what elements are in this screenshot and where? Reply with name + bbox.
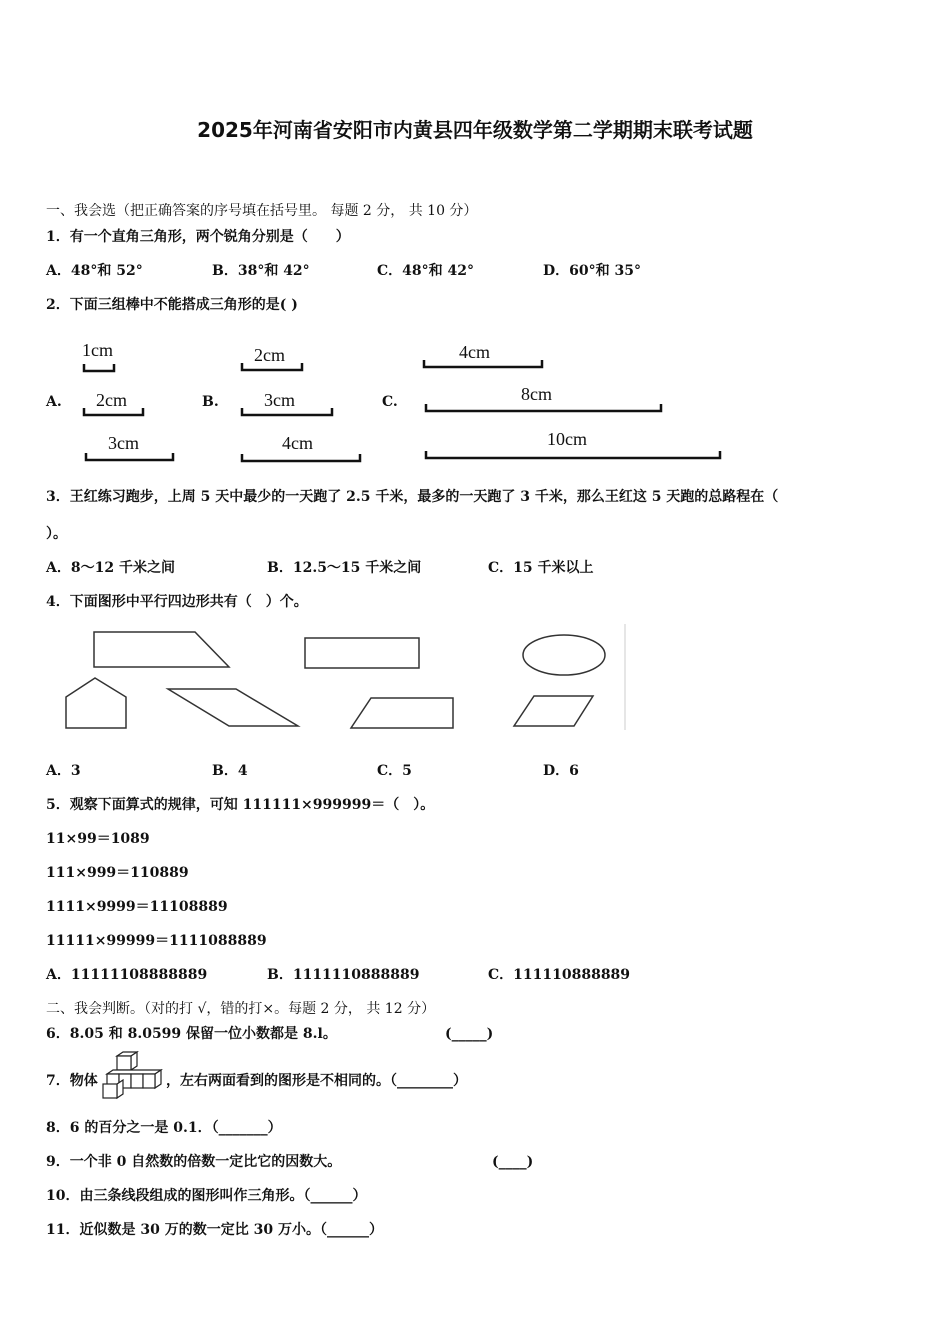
q1-option-b[interactable]: B．38°和 42° [212, 263, 310, 279]
q7-suffix: ，左右两面看到的图形是不相同的。（________） [166, 1073, 467, 1089]
q4-stem: 4．下面图形中平行四边形共有（ ）个。 [46, 594, 308, 610]
quadrilateral-shape [351, 698, 453, 728]
q1-stem: 1．有一个直角三角形，两个锐角分别是（ ） [46, 229, 350, 245]
q4-option-c[interactable]: C．5 [377, 763, 412, 779]
stick-b-2-label: 3cm [264, 390, 295, 410]
q3-option-b[interactable]: B．12.5～15 千米之间 [267, 560, 422, 576]
stick-b-1-label: 2cm [254, 345, 285, 365]
q11-text: 11．近似数是 30 万的数一定比 30 万小。（______） [46, 1222, 383, 1238]
stick-a-3-label: 3cm [108, 433, 139, 453]
q9-text: 9．一个非 0 自然数的倍数一定比它的因数大。 [46, 1154, 342, 1170]
q5-line-4: 11111×99999＝1111088889 [46, 933, 267, 949]
q2-label-c[interactable]: C. [382, 394, 398, 410]
q5-line-3: 1111×9999＝11108889 [46, 899, 228, 915]
q2-stem: 2．下面三组棒中不能搭成三角形的是( ) [46, 297, 298, 313]
stick-c-3-label: 10cm [547, 429, 587, 449]
q5-line-2: 111×999＝110889 [46, 865, 189, 881]
ellipse-shape [523, 635, 605, 675]
stick-c-2-label: 8cm [521, 384, 552, 404]
page-title: 2025年河南省安阳市内黄县四年级数学第二学期期末联考试题 [197, 118, 753, 142]
stick-a-1-label: 1cm [82, 340, 113, 360]
q6-text: 6．8.05 和 8.0599 保留一位小数都是 8.l。 [46, 1026, 337, 1042]
trapezoid-shape [94, 632, 229, 667]
q4-option-a[interactable]: A．3 [46, 763, 81, 779]
q5-option-c[interactable]: C．111110888889 [488, 967, 631, 983]
q7-cube-figure [103, 1052, 169, 1098]
pentagon-shape [66, 678, 126, 728]
stick-c-1-label: 4cm [459, 342, 490, 362]
q3-stem-line1: 3．王红练习跑步，上周 5 天中最少的一天跑了 2.5 千米，最多的一天跑了 3 千米，那么王红这 5 天跑的总路程在（ [46, 489, 779, 505]
q4-option-d[interactable]: D．6 [543, 763, 579, 779]
q1-option-a[interactable]: A．48°和 52° [46, 263, 143, 279]
section-2-heading: 二、我会判断。（对的打 √，错的打×。每题 2 分， 共 12 分） [46, 1001, 436, 1017]
q4-option-b[interactable]: B．4 [212, 763, 248, 779]
q5-option-a[interactable]: A．11111108888889 [46, 967, 208, 983]
stick-a-2-label: 2cm [96, 390, 127, 410]
q1-option-c[interactable]: C．48°和 42° [377, 263, 474, 279]
parallelogram-shape-2 [514, 696, 593, 726]
q5-stem: 5．观察下面算式的规律，可知 111111×999999＝（ ）。 [46, 797, 435, 813]
q1-option-d[interactable]: D．60°和 35° [543, 263, 641, 279]
section-1-heading: 一、我会选（把正确答案的序号填在括号里。 每题 2 分， 共 10 分） [46, 203, 478, 219]
q9-answer-blank[interactable]: (____) [492, 1154, 534, 1170]
q8-text: 8．6 的百分之一是 0.1．（_______） [46, 1120, 282, 1136]
q5-option-b[interactable]: B．1111110888889 [267, 967, 420, 983]
q10-text: 10．由三条线段组成的图形叫作三角形。（______） [46, 1188, 367, 1204]
parallelogram-shape-1 [168, 689, 298, 726]
q2-label-a[interactable]: A. [46, 394, 62, 410]
q2-label-b[interactable]: B. [202, 394, 219, 410]
stick-b-3-label: 4cm [282, 433, 313, 453]
rectangle-shape [305, 638, 419, 668]
q3-option-a[interactable]: A．8～12 千米之间 [46, 560, 175, 576]
q3-option-c[interactable]: C．15 千米以上 [488, 560, 594, 576]
q6-answer-blank[interactable]: (_____) [445, 1026, 494, 1042]
q3-stem-line2: ）。 [46, 526, 67, 542]
q5-line-1: 11×99＝1089 [46, 831, 150, 847]
q7-prefix: 7．物体 [46, 1073, 98, 1089]
